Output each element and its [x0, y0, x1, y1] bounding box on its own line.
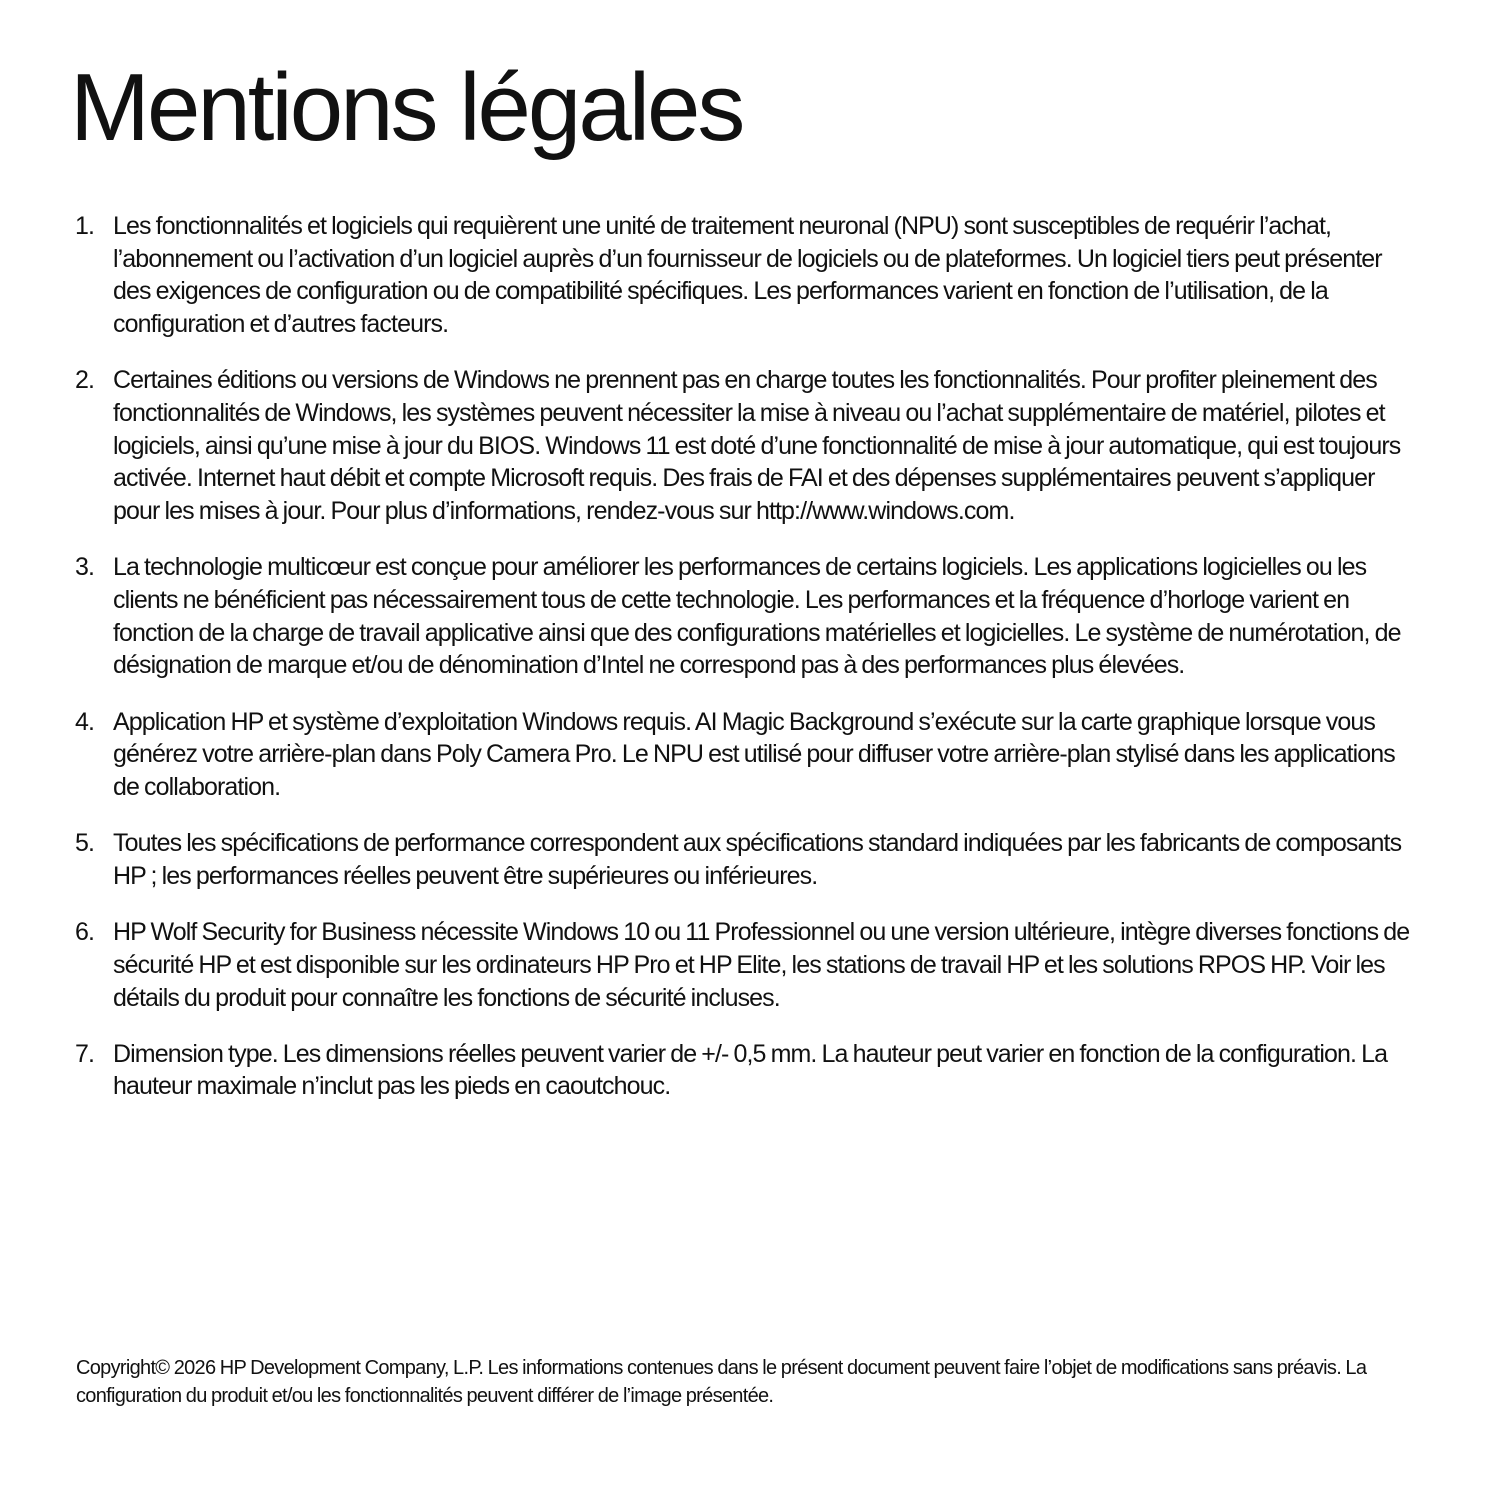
note-text: La technologie multicœur est conçue pour améliorer les performances de certains logiciels. Les applications logicielles ou les clients ne bénéficient pas nécessairement tous de cette technologie. Les performances et la fréquence d’horloge varient en fonction de la charge de travail applicative ainsi que des configurations matérielles et logicielles. Le système de numérotation, de désignation de marque et/ou de dénomination d’Intel ne correspond pas à des performances plus élevées.: [113, 553, 1401, 680]
legal-note-2: [75, 364, 1415, 528]
note-text: Certaines éditions ou versions de Windows ne prennent pas en charge toutes les fonctionnalités. Pour profiter pleinement des fonctionnalités de Windows, les systèmes peuvent nécessiter la mise à niveau ou l’achat supplémentaire de matériel, pilotes et logiciels, ainsi qu’une mise à jour du BIOS. Windows 11 est doté d’une fonctionnalité de mise à jour automatique, qui est toujours activée. Internet haut débit et compte Microsoft requis. Des frais de FAI et des dépenses supplémentaires peuvent s’appliquer pour les mises à jour. Pour plus d’informations, rendez-vous sur http://www.windows.com.: [113, 366, 1401, 526]
note-text: Dimension type. Les dimensions réelles peuvent varier de +/- 0,5 mm. La hauteur peut varier en fonction de la configuration. La hauteur maximale n’inclut pas les pieds en caoutchouc.: [113, 1039, 1388, 1101]
note-text: Toutes les spécifications de performance correspondent aux spécifications standard indiquées par les fabricants de composants HP ; les performances réelles peuvent être supérieures ou inférieures.: [113, 829, 1402, 890]
legal-note-1: [75, 210, 1415, 341]
note-text: Les fonctionnalités et logiciels qui requièrent une unité de traitement neuronal (NPU) sont susceptibles de requérir l’achat, l’abonnement ou l’activation d’un logiciel auprès d’un fournisseur de logiciels ou de plateformes. Un logiciel tiers peut présenter des exigences de configuration ou de compatibilité spécifiques. Les performances varient en fonction de l’utilisation, de la configuration et d’autres facteurs.: [113, 212, 1382, 339]
note-number: 2.: [75, 366, 95, 395]
legal-note-4: [75, 706, 1415, 804]
note-number: 5.: [75, 829, 95, 858]
legal-note-3: [75, 551, 1415, 682]
legal-note-6: [75, 916, 1415, 1014]
legal-notes-list: [75, 210, 1415, 1127]
legal-note-7: [75, 1038, 1415, 1103]
note-text: HP Wolf Security for Business nécessite Windows 10 ou 11 Professionnel ou une version ultérieure, intègre diverses fonctions de sécurité HP et est disponible sur les ordinateurs HP Pro et HP Elite, les stations de travail HP et les solutions RPOS HP. Voir les détails du produit pour connaître les fonctions de sécurité incluses.: [113, 918, 1410, 1012]
note-number: 3.: [75, 553, 95, 582]
copyright-notice: Copyright© 2026 HP Development Company, L.P. Les informations contenues dans le présent document peuvent faire l’objet de modifications sans préavis. La configuration du produit et/ou les fonctionnalités peuvent différer de l’image présentée.: [76, 1357, 1367, 1407]
note-number: 6.: [75, 918, 95, 947]
note-number: 1.: [75, 212, 95, 240]
note-text: Application HP et système d’exploitation Windows requis. AI Magic Background s’exécute sur la carte graphique lorsque vous générez votre arrière-plan dans Poly Camera Pro. Le NPU est utilisé pour diffuser votre arrière-plan stylisé dans les applications de collaboration.: [113, 707, 1395, 802]
note-number: 4.: [75, 707, 95, 736]
legal-note-5: [75, 827, 1415, 892]
page-title: Mentions légales: [70, 54, 743, 161]
note-number: 7.: [75, 1039, 95, 1068]
